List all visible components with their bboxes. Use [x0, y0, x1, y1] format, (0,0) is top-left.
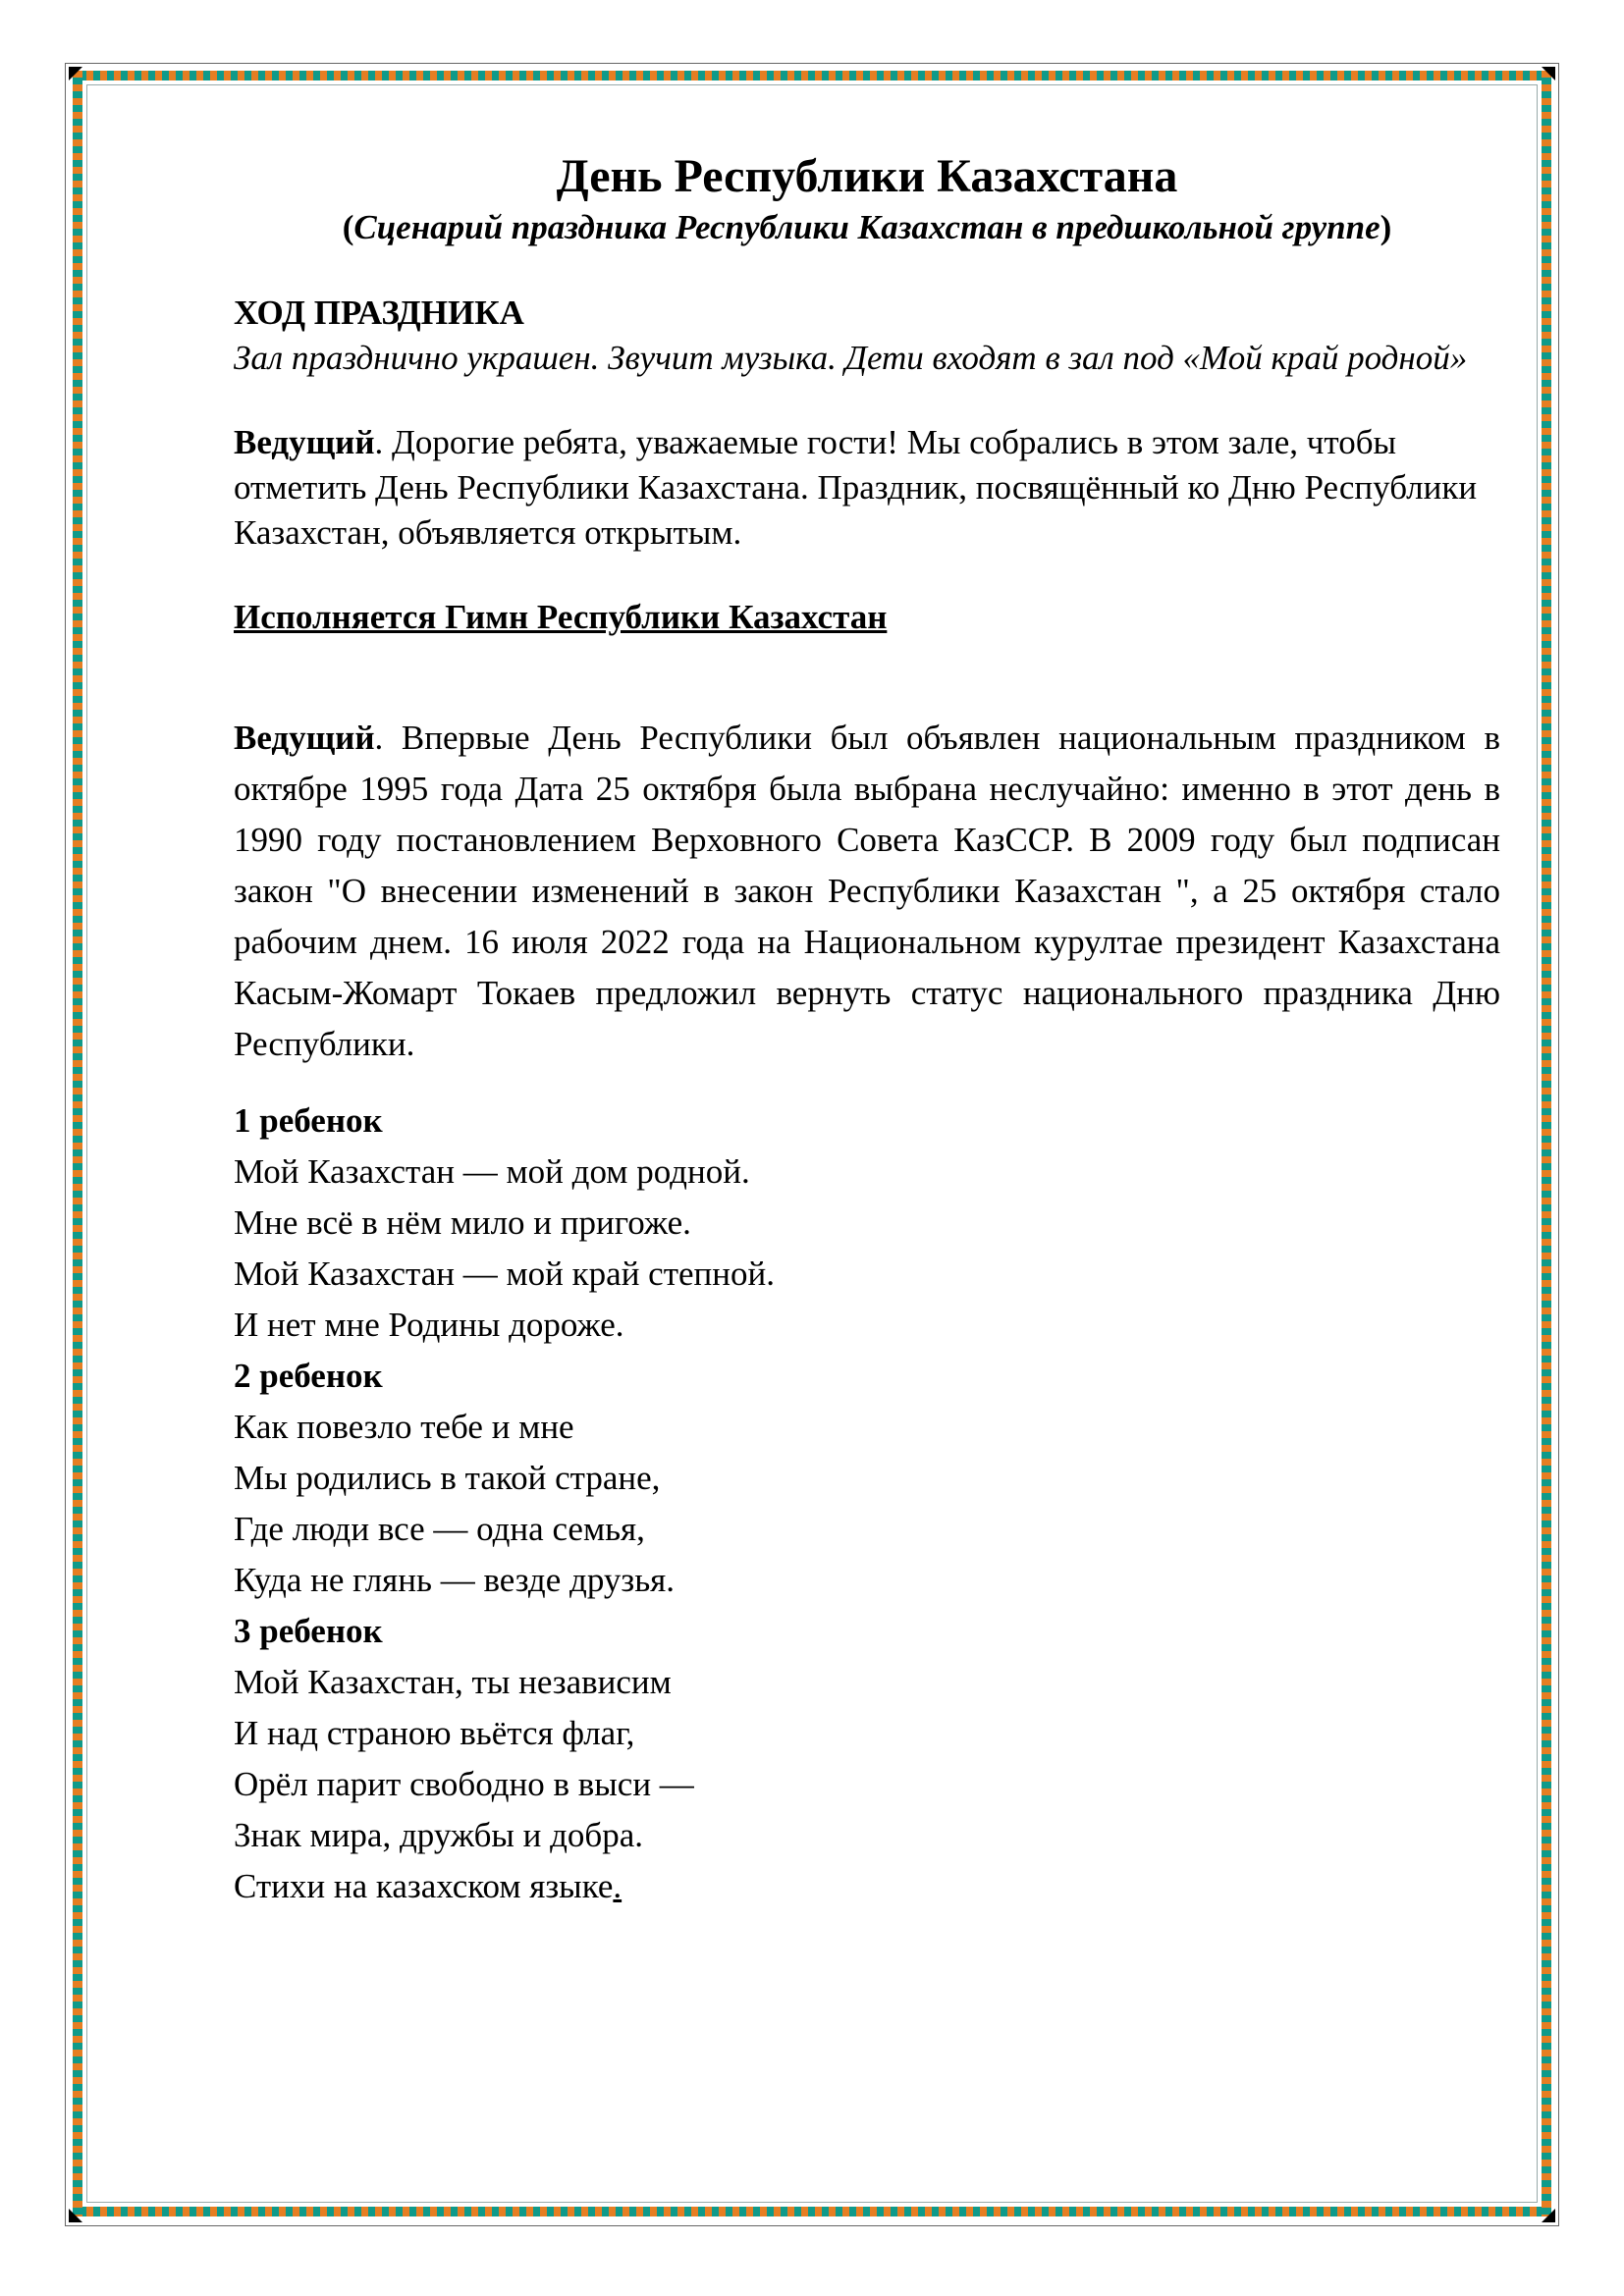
poem-line: Орёл парит свободно в выси —	[234, 1765, 694, 1803]
host-text-2: . Впервые День Республики был объявлен национальным праздником в октябре 1995 года Дата 25 октября была выбрана неслучайно: именно в этот день в 1990 году постановлением Верховного Совета КазССР. В 2009 году был подписан закон "О внесении изменений в закон Республики Казахстан ", а 25 октября стало рабочим днем. 16 июля 2022 года на Национальном курултае президент Казахстана Касым-Жомарт Токаев предложил вернуть статус национального праздника Дню Республики.	[234, 719, 1500, 1063]
subtitle-text: Сценарий праздника Республики Казахстан в предшкольной группе	[353, 208, 1380, 246]
poem-line: Куда не глянь — везде друзья.	[234, 1561, 676, 1599]
poem-line: И нет мне Родины дороже.	[234, 1306, 624, 1344]
corner-ornament-bottom-left	[69, 2209, 82, 2222]
corner-ornament-top-right	[1542, 67, 1555, 80]
speaker-label: Ведущий	[234, 719, 375, 757]
closing-text: Стихи на казахском языке	[234, 1867, 614, 1905]
poem-line: Мой Казахстан — мой дом родной.	[234, 1152, 750, 1191]
poem-line: Мы родились в такой стране,	[234, 1459, 661, 1497]
poem-line: Мой Казахстан, ты независим	[234, 1663, 672, 1701]
child-1-label: 1 ребенок	[234, 1101, 383, 1140]
document-title: День Республики Казахстана	[556, 150, 1178, 202]
poem-line: И над страною вьётся флаг,	[234, 1714, 635, 1752]
poem-line: Знак мира, дружбы и добра.	[234, 1816, 644, 1854]
host-paragraph-2	[234, 713, 1500, 1070]
corner-ornament-bottom-right	[1542, 2209, 1555, 2222]
poem-section	[234, 1095, 1500, 1912]
decorative-border-left	[73, 71, 82, 2216]
poem-line: Где люди все — одна семья,	[234, 1510, 645, 1548]
anthem-heading: Исполняется Гимн Республики Казахстан	[234, 598, 888, 636]
subtitle-close-paren: )	[1380, 208, 1392, 246]
document-body	[234, 147, 1500, 1912]
poem-line: Как повезло тебе и мне	[234, 1408, 574, 1446]
child-2-label: 2 ребенок	[234, 1357, 383, 1395]
document-subtitle	[234, 206, 1500, 249]
speaker-label: Ведущий	[234, 423, 375, 461]
section-heading: ХОД ПРАЗДНИКА	[234, 294, 524, 332]
decorative-border-bottom	[73, 2207, 1551, 2216]
host-paragraph-1	[234, 420, 1500, 556]
intro-stage-direction: Зал празднично украшен. Звучит музыка. Дети входят в зал под «Мой край родной»	[234, 339, 1468, 377]
decorative-border-right	[1542, 71, 1551, 2216]
decorative-border-top	[73, 71, 1551, 80]
subtitle-open-paren: (	[342, 208, 354, 246]
child-3-label: 3 ребенок	[234, 1612, 383, 1650]
closing-period: .	[613, 1867, 623, 1905]
closing-line	[234, 1861, 1500, 1912]
poem-line: Мой Казахстан — мой край степной.	[234, 1255, 775, 1293]
host-text-1: . Дорогие ребята, уважаемые гости! Мы собрались в этом зале, чтобы отметить День Республики Казахстана. Праздник, посвящённый ко Дню Республики Казахстан, объявляется открытым.	[234, 423, 1478, 552]
corner-ornament-top-left	[69, 67, 82, 80]
poem-line: Мне всё в нём мило и пригоже.	[234, 1203, 691, 1242]
